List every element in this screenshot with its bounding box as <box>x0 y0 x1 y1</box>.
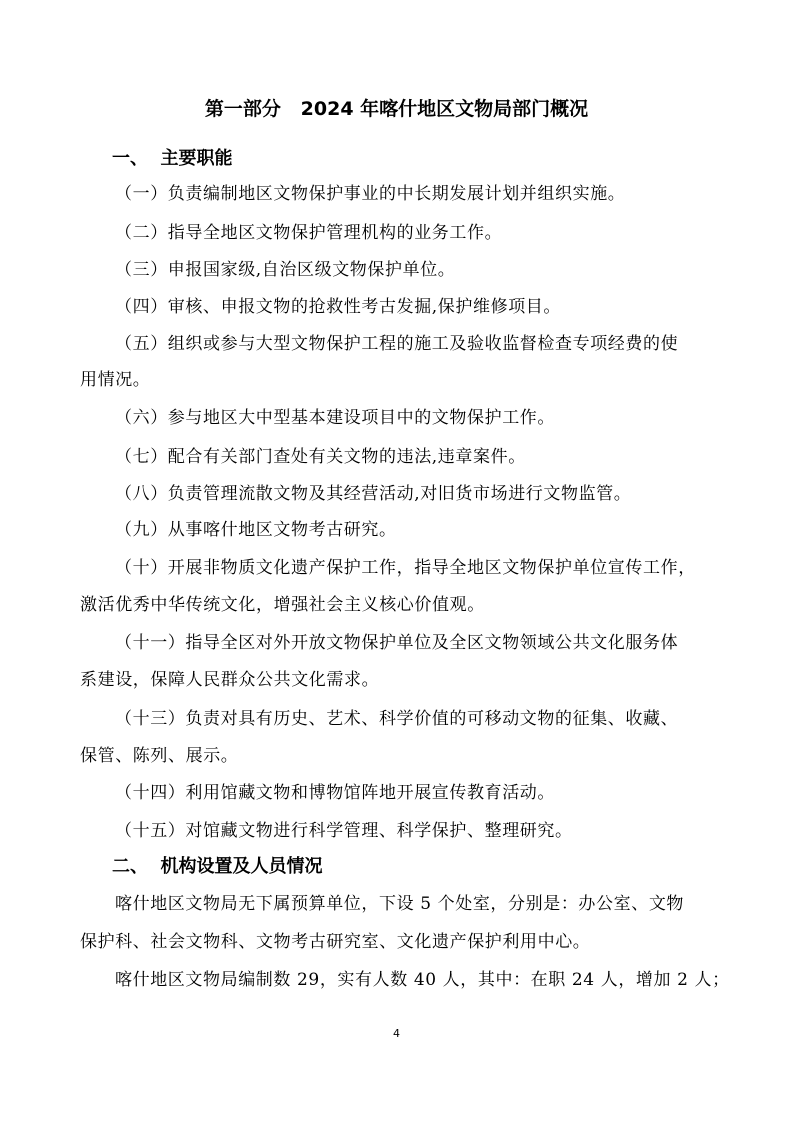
function-item-8: （八）负责管理流散文物及其经营活动,对旧货市场进行文物监管。 <box>115 484 632 504</box>
function-item-6: （六）参与地区大中型基本建设项目中的文物保护工作。 <box>115 408 555 428</box>
function-item-2: （二）指导全地区文物保护管理机构的业务工作。 <box>115 223 503 243</box>
function-item-3: （三）申报国家级,自治区级文物保护单位。 <box>115 260 456 280</box>
function-item-4: （四）审核、申报文物的抢救性考古发掘,保护维修项目。 <box>115 297 562 317</box>
organization-paragraph-continuation: 保护科、社会文物科、文物考古研究室、文化遗产保护利用中心。 <box>80 932 591 952</box>
page-number: 4 <box>393 1027 400 1040</box>
function-item-5: （五）组织或参与大型文物保护工程的施工及验收监督检查专项经费的使 <box>115 334 679 354</box>
function-item-13: （十三）负责对具有历史、艺术、科学价值的可移动文物的征集、收藏、 <box>115 709 679 729</box>
function-item-10-continuation: 激活优秀中华传统文化，增强社会主义核心价值观。 <box>80 595 485 615</box>
section-heading-organization-staffing: 二、 机构设置及人员情况 <box>112 856 323 877</box>
staffing-paragraph: 喀什地区文物局编制数 29，实有人数 40 人，其中：在职 24 人，增加 2 人； <box>115 970 730 990</box>
function-item-5-continuation: 用情况。 <box>80 370 151 390</box>
document-title: 第一部分 2024 年喀什地区文物局部门概况 <box>204 98 589 120</box>
function-item-7: （七）配合有关部门查处有关文物的违法,违章案件。 <box>115 447 526 467</box>
organization-paragraph: 喀什地区文物局无下属预算单位，下设 5 个处室，分别是：办公室、文物 <box>115 894 685 914</box>
function-item-13-continuation: 保管、陈列、展示。 <box>80 746 239 766</box>
function-item-11: （十一）指导全区对外开放文物保护单位及全区文物领域公共文化服务体 <box>115 633 679 653</box>
function-item-11-continuation: 系建设，保障人民群众公共文化需求。 <box>80 670 380 690</box>
function-item-1: （一）负责编制地区文物保护事业的中长期发展计划并组织实施。 <box>115 184 626 204</box>
section-heading-main-functions: 一、 主要职能 <box>112 148 233 169</box>
function-item-10: （十）开展非物质文化遗产保护工作，指导全地区文物保护单位宣传工作， <box>115 558 696 578</box>
function-item-14: （十四）利用馆藏文物和博物馆阵地开展宣传教育活动。 <box>115 783 555 803</box>
function-item-15: （十五）对馆藏文物进行科学管理、科学保护、整理研究。 <box>115 821 573 841</box>
function-item-9: （九）从事喀什地区文物考古研究。 <box>115 520 397 540</box>
